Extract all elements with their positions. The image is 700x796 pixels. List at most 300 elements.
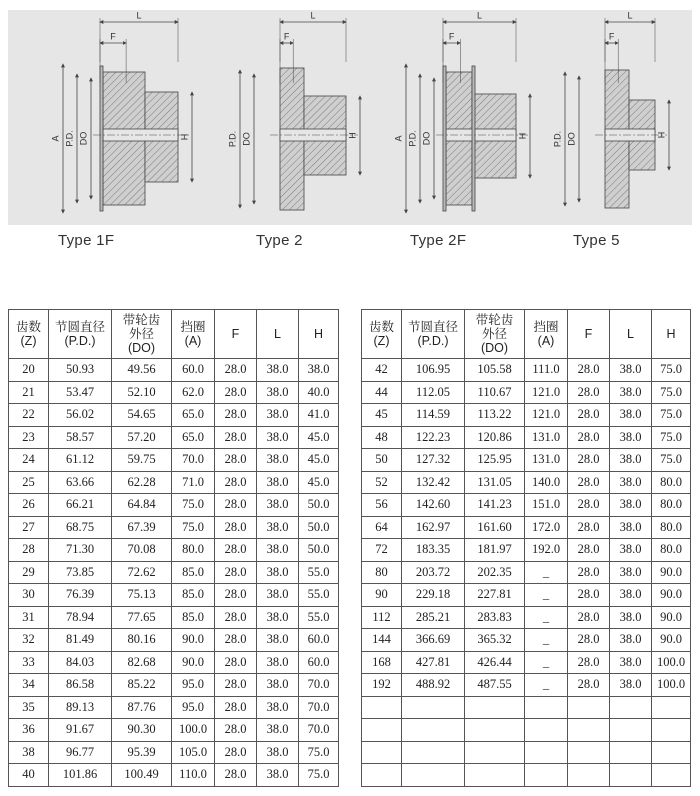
table-cell: 31 — [9, 606, 49, 629]
column-header — [299, 310, 339, 359]
table-cell: 64.84 — [112, 494, 172, 517]
table-cell: 71.30 — [49, 539, 112, 562]
table-cell: 28.0 — [568, 494, 610, 517]
table-cell — [610, 741, 652, 764]
table-cell: 38.0 — [610, 539, 652, 562]
table-cell: 28.0 — [215, 426, 257, 449]
table-cell: 32 — [9, 629, 49, 652]
table-cell: 28.0 — [568, 426, 610, 449]
table-cell — [610, 719, 652, 742]
table-cell: 38.0 — [610, 516, 652, 539]
table-row — [362, 584, 691, 607]
table-cell: 60.0 — [172, 359, 215, 382]
table-cell: 121.0 — [525, 404, 568, 427]
table-cell: _ — [525, 674, 568, 697]
dimension-label: P.D. — [552, 130, 563, 148]
dimension-label: P.D. — [407, 130, 418, 147]
table-cell: 38.0 — [257, 404, 299, 427]
table-cell: 33 — [9, 651, 49, 674]
table-cell: 52.10 — [112, 381, 172, 404]
table-cell: 366.69 — [402, 629, 465, 652]
table-cell: 38.0 — [610, 449, 652, 472]
table-row — [9, 449, 339, 472]
column-header-text: H — [666, 327, 676, 341]
table-cell: 38.0 — [610, 606, 652, 629]
table-cell: 110.0 — [172, 764, 215, 787]
table-cell — [402, 696, 465, 719]
table-cell: 38.0 — [257, 359, 299, 382]
table-body-right — [362, 359, 691, 787]
table-cell: 192 — [362, 674, 402, 697]
table-cell — [465, 741, 525, 764]
column-header-text: F — [584, 327, 593, 341]
table-cell: 28.0 — [215, 471, 257, 494]
table-cell: 75.0 — [172, 494, 215, 517]
table-cell: 55.0 — [299, 584, 339, 607]
table-cell: 85.0 — [172, 606, 215, 629]
table-cell: 203.72 — [402, 561, 465, 584]
column-header-text: F — [231, 327, 240, 341]
column-header-text: 节圆直径 — [407, 320, 458, 334]
table-cell: 28.0 — [568, 449, 610, 472]
table-cell: 28.0 — [568, 561, 610, 584]
table-row — [9, 629, 339, 652]
column-header — [49, 310, 112, 359]
table-cell: 38.0 — [610, 651, 652, 674]
table-cell: 168 — [362, 651, 402, 674]
table-row — [362, 516, 691, 539]
column-header-text: (Z) — [373, 334, 390, 348]
table-cell: 35 — [9, 696, 49, 719]
dimension-label: P.D. — [64, 130, 75, 147]
table-cell: 70.0 — [299, 674, 339, 697]
table-cell: 38.0 — [610, 359, 652, 382]
table-cell: 28.0 — [215, 449, 257, 472]
table-cell: 28.0 — [215, 494, 257, 517]
column-header — [465, 310, 525, 359]
column-header — [652, 310, 691, 359]
column-header-text: 挡圈 — [533, 320, 559, 334]
table-row — [9, 561, 339, 584]
table-cell: 28.0 — [568, 404, 610, 427]
table-cell: 95.0 — [172, 696, 215, 719]
table-cell: 81.49 — [49, 629, 112, 652]
table-cell: 64 — [362, 516, 402, 539]
table-cell: 28.0 — [215, 606, 257, 629]
table-row — [9, 404, 339, 427]
table-cell: 78.94 — [49, 606, 112, 629]
table-cell: 45.0 — [299, 426, 339, 449]
table-cell: 75.0 — [652, 381, 691, 404]
dimension-label: L — [476, 10, 483, 21]
table-cell: 100.0 — [652, 651, 691, 674]
table-cell: 62.28 — [112, 471, 172, 494]
pulley-drawing-0 — [50, 10, 192, 213]
table-cell: 84.03 — [49, 651, 112, 674]
table-cell: 28.0 — [215, 741, 257, 764]
column-header — [610, 310, 652, 359]
table-row — [362, 719, 691, 742]
column-header-text: (A) — [184, 334, 202, 348]
table-cell: 38.0 — [257, 606, 299, 629]
table-row — [9, 381, 339, 404]
table-cell: 28.0 — [215, 674, 257, 697]
table-body-left — [9, 359, 339, 787]
table-cell: 120.86 — [465, 426, 525, 449]
table-row — [362, 651, 691, 674]
table-cell: 38.0 — [257, 651, 299, 674]
table-row — [9, 764, 339, 787]
table-cell: 131.05 — [465, 471, 525, 494]
table-cell: 38.0 — [257, 741, 299, 764]
table-cell: 28.0 — [215, 651, 257, 674]
table-cell: 365.32 — [465, 629, 525, 652]
table-cell: 48 — [362, 426, 402, 449]
table-cell: 30 — [9, 584, 49, 607]
table-cell: 28.0 — [568, 584, 610, 607]
table-cell: 59.75 — [112, 449, 172, 472]
table-cell: _ — [525, 561, 568, 584]
table-cell — [568, 696, 610, 719]
column-header-text: (P.D.) — [417, 334, 449, 348]
table-cell: 140.0 — [525, 471, 568, 494]
table-cell: 75.0 — [652, 359, 691, 382]
table-cell: 75.0 — [172, 516, 215, 539]
table-cell: 100.0 — [652, 674, 691, 697]
table-cell: 162.97 — [402, 516, 465, 539]
table-cell: 38.0 — [610, 561, 652, 584]
table-cell: 80.0 — [652, 471, 691, 494]
column-header — [112, 310, 172, 359]
pulley-drawings — [8, 10, 692, 225]
table-cell: 28.0 — [568, 606, 610, 629]
table-cell: 38.0 — [610, 404, 652, 427]
table-cell: 142.60 — [402, 494, 465, 517]
type-label-2: Type 2 — [256, 232, 303, 249]
table-cell: 38.0 — [610, 426, 652, 449]
table-cell: 72 — [362, 539, 402, 562]
table-row — [9, 741, 339, 764]
table-cell: 90.0 — [652, 629, 691, 652]
table-cell: 90 — [362, 584, 402, 607]
table-cell: 101.86 — [49, 764, 112, 787]
table-cell: 42 — [362, 359, 402, 382]
column-header-text: L — [274, 327, 281, 341]
table-cell: 38 — [9, 741, 49, 764]
table-cell: 85.0 — [172, 584, 215, 607]
table-cell: 45.0 — [299, 471, 339, 494]
table-cell: 90.0 — [652, 561, 691, 584]
table-cell: 70.08 — [112, 539, 172, 562]
table-cell: 427.81 — [402, 651, 465, 674]
table-cell: 192.0 — [525, 539, 568, 562]
table-cell — [568, 741, 610, 764]
table-row — [362, 606, 691, 629]
dimension-label: DO — [421, 131, 432, 146]
column-header — [568, 310, 610, 359]
table-cell: 56.02 — [49, 404, 112, 427]
table-row — [362, 359, 691, 382]
table-cell: 28.0 — [568, 674, 610, 697]
table-cell: 38.0 — [610, 494, 652, 517]
dimension-label: A — [393, 135, 404, 142]
column-header — [215, 310, 257, 359]
table-cell: 60.0 — [299, 629, 339, 652]
table-cell: 90.0 — [172, 629, 215, 652]
table-cell: 70.0 — [299, 696, 339, 719]
table-cell: 21 — [9, 381, 49, 404]
column-header-text: 外径 — [481, 327, 507, 341]
table-cell: 56 — [362, 494, 402, 517]
table-cell: 227.81 — [465, 584, 525, 607]
table-cell — [525, 741, 568, 764]
table-row — [9, 584, 339, 607]
table-cell: 111.0 — [525, 359, 568, 382]
dimension-label: L — [136, 10, 142, 21]
table-cell: 28.0 — [215, 539, 257, 562]
table-cell: 229.18 — [402, 584, 465, 607]
table-cell: 40.0 — [299, 381, 339, 404]
table-cell: 63.66 — [49, 471, 112, 494]
spec-table-left — [8, 309, 339, 787]
table-cell: 44 — [362, 381, 402, 404]
table-cell: 28.0 — [215, 561, 257, 584]
table-cell — [465, 696, 525, 719]
table-cell: 75.13 — [112, 584, 172, 607]
type-label-1f: Type 1F — [58, 232, 115, 249]
table-header-row — [9, 310, 339, 359]
table-cell: 40 — [9, 764, 49, 787]
table-cell — [362, 741, 402, 764]
table-cell: 89.13 — [49, 696, 112, 719]
table-cell: 28.0 — [568, 516, 610, 539]
table-cell: 45.0 — [299, 449, 339, 472]
table-cell: 38.0 — [257, 584, 299, 607]
column-header-text: 节圆直径 — [54, 320, 105, 334]
table-cell: 38.0 — [610, 471, 652, 494]
table-cell: 112.05 — [402, 381, 465, 404]
table-cell: 28.0 — [568, 629, 610, 652]
table-cell: 80.0 — [172, 539, 215, 562]
table-cell — [652, 764, 691, 787]
column-header — [257, 310, 299, 359]
table-cell: 38.0 — [610, 674, 652, 697]
table-cell — [652, 696, 691, 719]
column-header-text: 外径 — [128, 327, 154, 341]
table-row — [362, 494, 691, 517]
table-cell: 95.0 — [172, 674, 215, 697]
table-cell: 49.56 — [112, 359, 172, 382]
column-header — [525, 310, 568, 359]
table-cell: 90.0 — [652, 606, 691, 629]
table-cell — [525, 719, 568, 742]
table-cell: 141.23 — [465, 494, 525, 517]
table-cell: 28.0 — [568, 381, 610, 404]
dimension-label: H — [517, 132, 528, 140]
column-header-text: (A) — [537, 334, 555, 348]
table-cell: 36 — [9, 719, 49, 742]
table-cell: 28.0 — [215, 584, 257, 607]
pulley-drawing-3 — [552, 10, 669, 208]
table-cell: 38.0 — [257, 426, 299, 449]
column-header-text: (DO) — [127, 341, 156, 355]
table-cell — [362, 719, 402, 742]
table-cell: 38.0 — [257, 561, 299, 584]
table-cell: 96.77 — [49, 741, 112, 764]
dimension-label: L — [310, 10, 316, 21]
table-cell — [568, 719, 610, 742]
table-cell: 76.39 — [49, 584, 112, 607]
table-row — [9, 359, 339, 382]
table-cell: 23 — [9, 426, 49, 449]
table-cell: 283.83 — [465, 606, 525, 629]
table-cell: 80.0 — [652, 494, 691, 517]
table-cell — [362, 764, 402, 787]
table-cell: 38.0 — [257, 719, 299, 742]
table-row — [362, 674, 691, 697]
table-row — [9, 471, 339, 494]
table-cell: 20 — [9, 359, 49, 382]
dimension-label: DO — [566, 132, 577, 146]
table-cell: 183.35 — [402, 539, 465, 562]
table-cell: _ — [525, 629, 568, 652]
table-row — [9, 494, 339, 517]
table-cell: 41.0 — [299, 404, 339, 427]
table-cell: 426.44 — [465, 651, 525, 674]
table-cell: 85.22 — [112, 674, 172, 697]
table-cell: 61.12 — [49, 449, 112, 472]
pulley-drawing-2 — [393, 10, 530, 213]
table-row — [9, 651, 339, 674]
table-cell: 90.0 — [172, 651, 215, 674]
table-cell: 28 — [9, 539, 49, 562]
table-cell: 66.21 — [49, 494, 112, 517]
column-header — [9, 310, 49, 359]
table-cell: 38.0 — [257, 381, 299, 404]
table-cell: 100.0 — [172, 719, 215, 742]
table-row — [362, 471, 691, 494]
column-header-text: 带轮齿 — [475, 313, 514, 327]
column-header-text: (Z) — [20, 334, 37, 348]
table-cell: 38.0 — [299, 359, 339, 382]
table-cell: 105.58 — [465, 359, 525, 382]
table-cell: 70.0 — [172, 449, 215, 472]
table-cell: 80 — [362, 561, 402, 584]
table-cell: 38.0 — [257, 516, 299, 539]
table-cell: 38.0 — [257, 471, 299, 494]
dimension-label: H — [347, 132, 358, 139]
table-cell: 34 — [9, 674, 49, 697]
table-cell: 50.0 — [299, 494, 339, 517]
table-header-row — [362, 310, 691, 359]
table-cell: 28.0 — [215, 516, 257, 539]
table-row — [362, 404, 691, 427]
table-cell: 58.57 — [49, 426, 112, 449]
pulley-drawing-1 — [227, 10, 360, 210]
table-cell: 25 — [9, 471, 49, 494]
table-cell: 28.0 — [215, 629, 257, 652]
dimension-label: A — [50, 135, 61, 142]
column-header-text: (P.D.) — [64, 334, 96, 348]
table-cell — [525, 696, 568, 719]
table-cell: 75.0 — [299, 741, 339, 764]
dimension-label: DO — [241, 132, 252, 146]
table-row — [9, 516, 339, 539]
table-cell: 127.32 — [402, 449, 465, 472]
table-cell: 125.95 — [465, 449, 525, 472]
table-cell: 90.0 — [652, 584, 691, 607]
table-cell: 38.0 — [257, 629, 299, 652]
column-header-text: L — [627, 327, 634, 341]
table-cell: 77.65 — [112, 606, 172, 629]
pulley-flange — [443, 66, 446, 211]
table-cell — [525, 764, 568, 787]
table-cell — [362, 696, 402, 719]
table-row — [9, 719, 339, 742]
table-cell: 28.0 — [568, 359, 610, 382]
table-cell: 52 — [362, 471, 402, 494]
table-cell: 121.0 — [525, 381, 568, 404]
table-cell: 161.60 — [465, 516, 525, 539]
table-cell: 38.0 — [610, 629, 652, 652]
table-cell: 487.55 — [465, 674, 525, 697]
dimension-label: F — [283, 31, 290, 42]
table-cell: 28.0 — [215, 719, 257, 742]
table-cell — [568, 764, 610, 787]
table-cell — [465, 719, 525, 742]
table-cell: 113.22 — [465, 404, 525, 427]
table-row — [9, 674, 339, 697]
table-row — [362, 561, 691, 584]
table-cell: 28.0 — [568, 539, 610, 562]
table-cell: 28.0 — [215, 764, 257, 787]
table-cell — [610, 696, 652, 719]
table-cell — [402, 741, 465, 764]
table-cell: 62.0 — [172, 381, 215, 404]
table-cell: 112 — [362, 606, 402, 629]
table-cell: 28.0 — [568, 471, 610, 494]
table-cell: 27 — [9, 516, 49, 539]
table-cell: 87.76 — [112, 696, 172, 719]
table-cell — [402, 764, 465, 787]
table-cell: 86.58 — [49, 674, 112, 697]
table-row — [362, 741, 691, 764]
pulley-flange — [472, 66, 475, 211]
dimension-label: H — [656, 131, 667, 139]
table-cell: 65.0 — [172, 426, 215, 449]
table-cell: 38.0 — [610, 381, 652, 404]
table-cell: _ — [525, 584, 568, 607]
table-cell: 60.0 — [299, 651, 339, 674]
table-cell: 28.0 — [215, 696, 257, 719]
table-cell: 38.0 — [610, 584, 652, 607]
table-cell: 114.59 — [402, 404, 465, 427]
pulley-flange — [100, 66, 103, 211]
table-cell — [402, 719, 465, 742]
column-header-text: 齿数 — [15, 320, 41, 334]
table-cell: 38.0 — [257, 764, 299, 787]
table-cell: 131.0 — [525, 449, 568, 472]
table-cell: 75.0 — [652, 404, 691, 427]
table-row — [9, 696, 339, 719]
table-cell: 38.0 — [257, 449, 299, 472]
table-row — [362, 764, 691, 787]
table-cell: 53.47 — [49, 381, 112, 404]
table-cell: 202.35 — [465, 561, 525, 584]
table-cell: 57.20 — [112, 426, 172, 449]
table-cell: 82.68 — [112, 651, 172, 674]
table-cell: 85.0 — [172, 561, 215, 584]
